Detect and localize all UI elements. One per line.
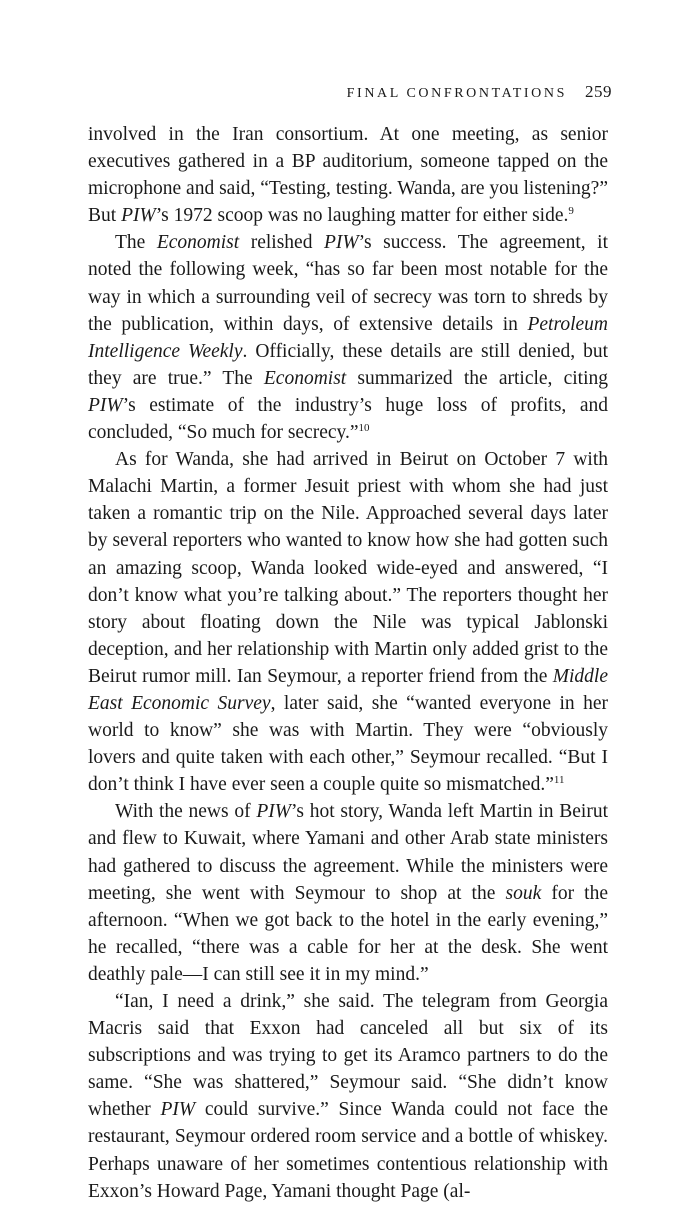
footnote-ref: 9 (568, 205, 574, 218)
paragraph (88, 446, 608, 798)
italic-text: PIW (121, 205, 156, 227)
italic-text: souk (505, 882, 542, 904)
paragraph (88, 798, 608, 988)
chapter-title: FINAL CONFRONTATIONS (346, 86, 567, 101)
text-run: for the afternoon. “When we got back to the hotel in the early evening,” he recalled, “there was a cable for her at the desk. She went deathly pale—I can still see it in my mind.” (88, 882, 608, 985)
text-run: With the news of (115, 801, 257, 823)
italic-text: PIW (88, 394, 123, 416)
text-run: As for Wanda, she had arrived in Beirut on October 7 with Malachi Martin, a former Jesuit priest with whom she had just taken a romantic trip on the Nile. Approached several days later by several reporters who wanted to know how she had gotten such an amazing scoop, Wanda looked wide-eyed and answered, “I don’t know what you’re talking about.” The reporters thought her story about floating down the Nile was typical Jablonski deception, and her relationship with Martin only added grist to the Beirut rumor mill. Ian Seymour, a reporter friend from the (88, 449, 608, 687)
text-run: ’s hot story, Wanda left Martin in Beirut and flew to Kuwait, where Yamani and other Arab state ministers had gathered to discuss the agreement. While the ministers were meeting, she went with Seymour to shop at the (88, 801, 608, 904)
paragraph (88, 121, 608, 229)
text-run: “Ian, I need a drink,” she said. The telegram from Georgia Macris said that Exxon had canceled all but six of its subscriptions and was trying to get its Aramco partners to do the same. “She was shattered,” Seymour said. “She didn’t know whether (88, 991, 608, 1121)
footnote-ref: 10 (358, 422, 370, 435)
text-run: could survive.” Since Wanda could not face the restaurant, Seymour ordered room service and a bottle of whiskey. Perhaps unaware of her sometimes contentious relationship with Exxon’s Howard Page, Yamani thought Page (al- (88, 1099, 608, 1202)
text-run: The (115, 232, 157, 254)
text-run: involved in the Iran consortium. At one meeting, as senior executives gathered in a BP auditorium, someone tapped on the microphone and said, “Testing, testing. Wanda, are you listening?” But (88, 124, 608, 227)
paragraph (88, 988, 608, 1205)
text-run: ’s estimate of the industry’s huge loss of profits, and concluded, “So much for secrecy.” (88, 394, 608, 444)
italic-text: Economist (263, 367, 347, 389)
footnote-ref: 11 (553, 774, 565, 787)
italic-text: Petroleum Intelligence Weekly (88, 313, 608, 362)
italic-text: Middle East Economic Survey (88, 665, 608, 714)
text-run: ’s success. The agreement, it noted the following week, “has so far been most notable for the way in which a surrounding veil of secrecy was torn to shreds by the publication, within days, of extensive details in (88, 232, 608, 335)
text-run: , later said, she “wanted everyone in her world to know” she was with Martin. They were “obviously lovers and quite taken with each other,” Seymour recalled. “But I don’t think I have ever seen a couple quite so mismatched.” (88, 692, 608, 796)
italic-text: Economist (156, 232, 240, 254)
italic-text: PIW (160, 1099, 196, 1121)
body-text (88, 121, 608, 1205)
paragraph (88, 229, 608, 446)
text-run: relished (239, 232, 324, 254)
text-run: summarized the article, citing (346, 367, 609, 389)
text-run: ’s 1972 scoop was no laughing matter for either side. (155, 205, 569, 227)
page-number: 259 (585, 82, 612, 101)
running-head (88, 82, 612, 106)
italic-text: PIW (256, 801, 291, 823)
italic-text: PIW (323, 232, 359, 254)
text-run: . Officially, these details are still denied, but they are true.” The (88, 340, 609, 389)
